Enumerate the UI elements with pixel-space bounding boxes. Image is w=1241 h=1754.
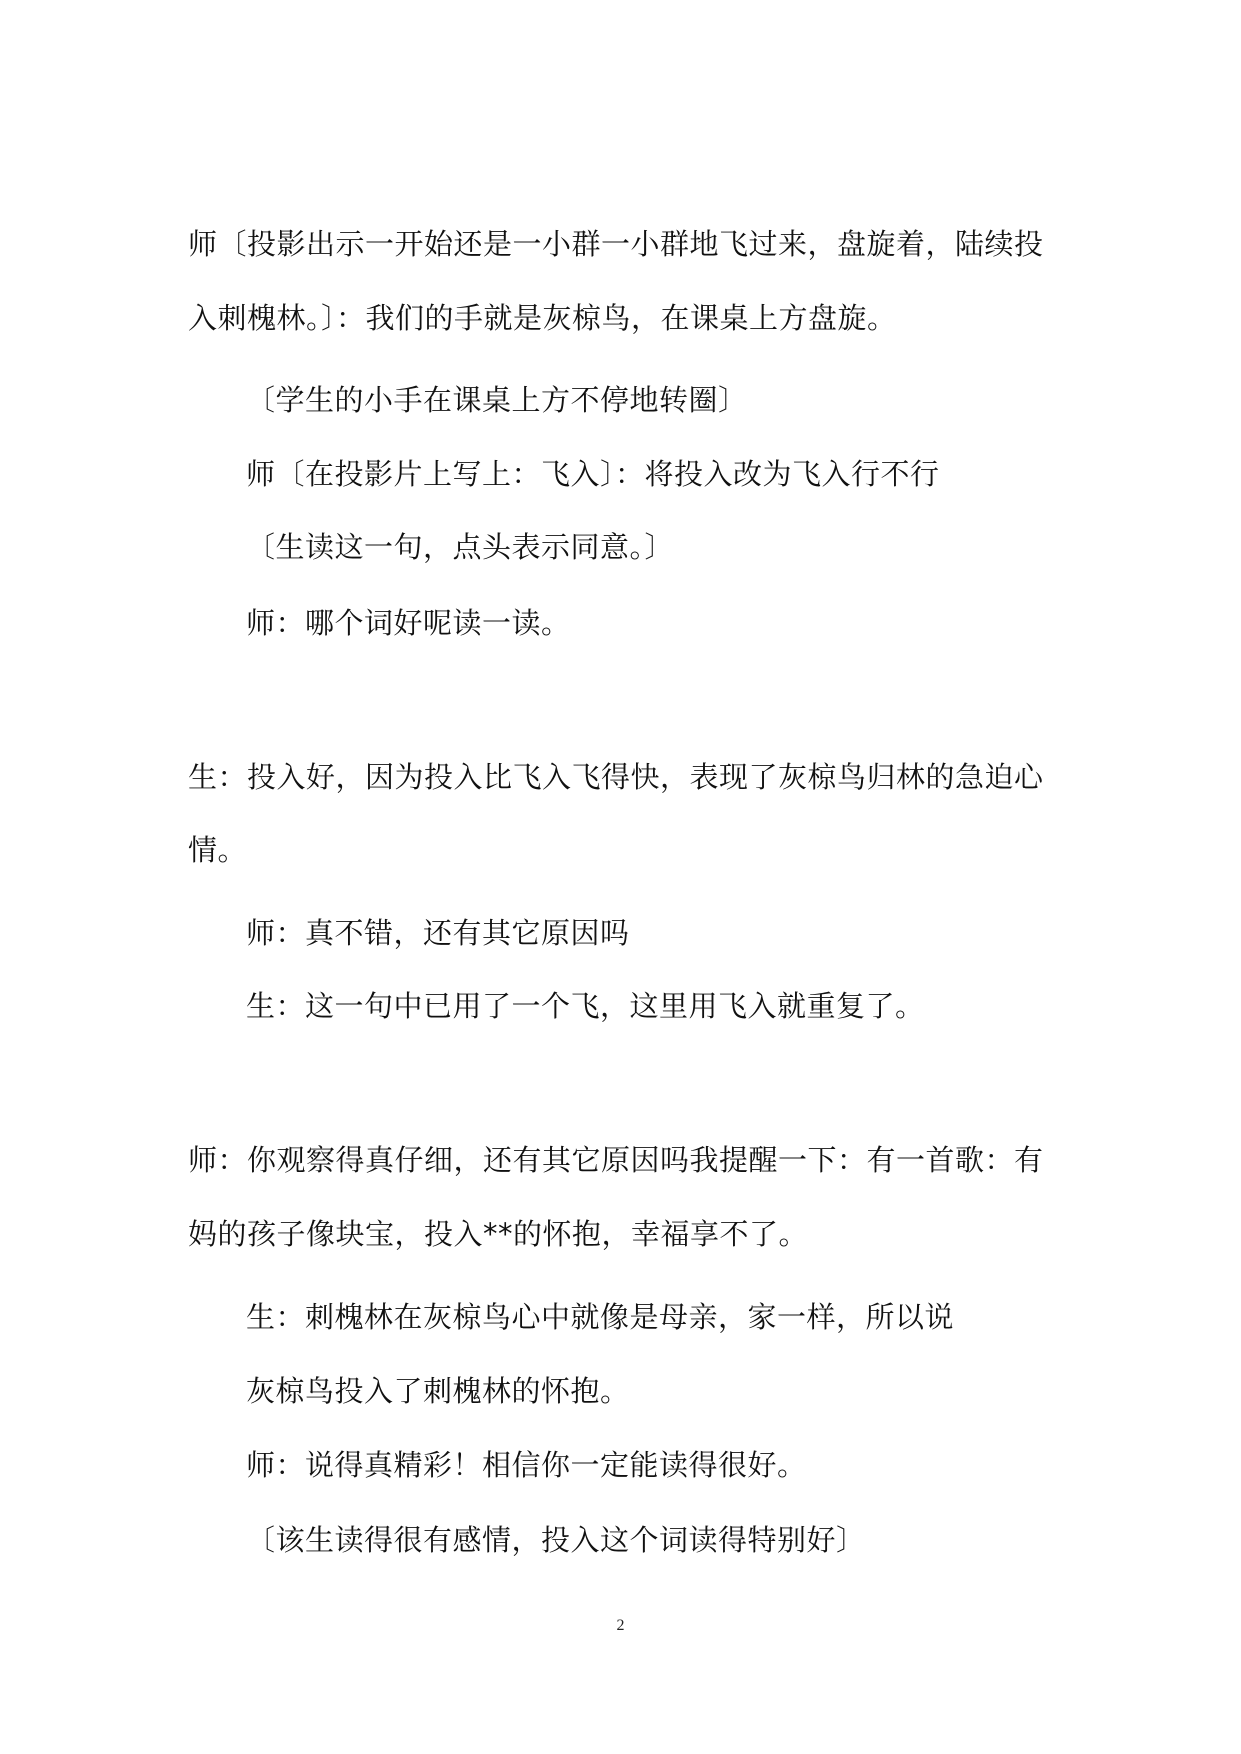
paragraph-line: 师：你观察得真仔细，还有其它原因吗我提醒一下：有一首歌：有 (188, 1143, 1044, 1177)
paragraph-line: 〔该生读得很有感情，投入这个词读得特别好〕 (246, 1523, 866, 1557)
paragraph-line: 入刺槐林。〕：我们的手就是灰椋鸟，在课桌上方盘旋。 (188, 301, 897, 335)
paragraph-line: 〔生读这一句，点头表示同意。〕 (246, 530, 675, 564)
paragraph-line: 灰椋鸟投入了刺槐林的怀抱。 (246, 1374, 630, 1408)
paragraph-line: 情。 (188, 833, 248, 867)
paragraph-line: 生：投入好，因为投入比飞入飞得快，表现了灰椋鸟归林的急迫心 (188, 760, 1044, 794)
paragraph-line: 妈的孩子像块宝，投入**的怀抱，幸福享不了。 (188, 1217, 809, 1251)
paragraph-line: 师：哪个词好呢读一读。 (246, 606, 571, 640)
paragraph-line: 生：刺槐林在灰椋鸟心中就像是母亲，家一样，所以说 (246, 1300, 955, 1334)
paragraph-line: 生：这一句中已用了一个飞，这里用飞入就重复了。 (246, 989, 925, 1023)
paragraph-line: 〔学生的小手在课桌上方不停地转圈〕 (246, 383, 748, 417)
paragraph-line: 师〔投影出示一开始还是一小群一小群地飞过来，盘旋着，陆续投 (188, 227, 1044, 261)
paragraph-line: 师：真不错，还有其它原因吗 (246, 916, 630, 950)
paragraph-line: 师：说得真精彩！相信你一定能读得很好。 (246, 1448, 807, 1482)
page-number: 2 (616, 1617, 625, 1634)
paragraph-line: 师〔在投影片上写上：飞入〕：将投入改为飞入行不行 (246, 457, 940, 491)
